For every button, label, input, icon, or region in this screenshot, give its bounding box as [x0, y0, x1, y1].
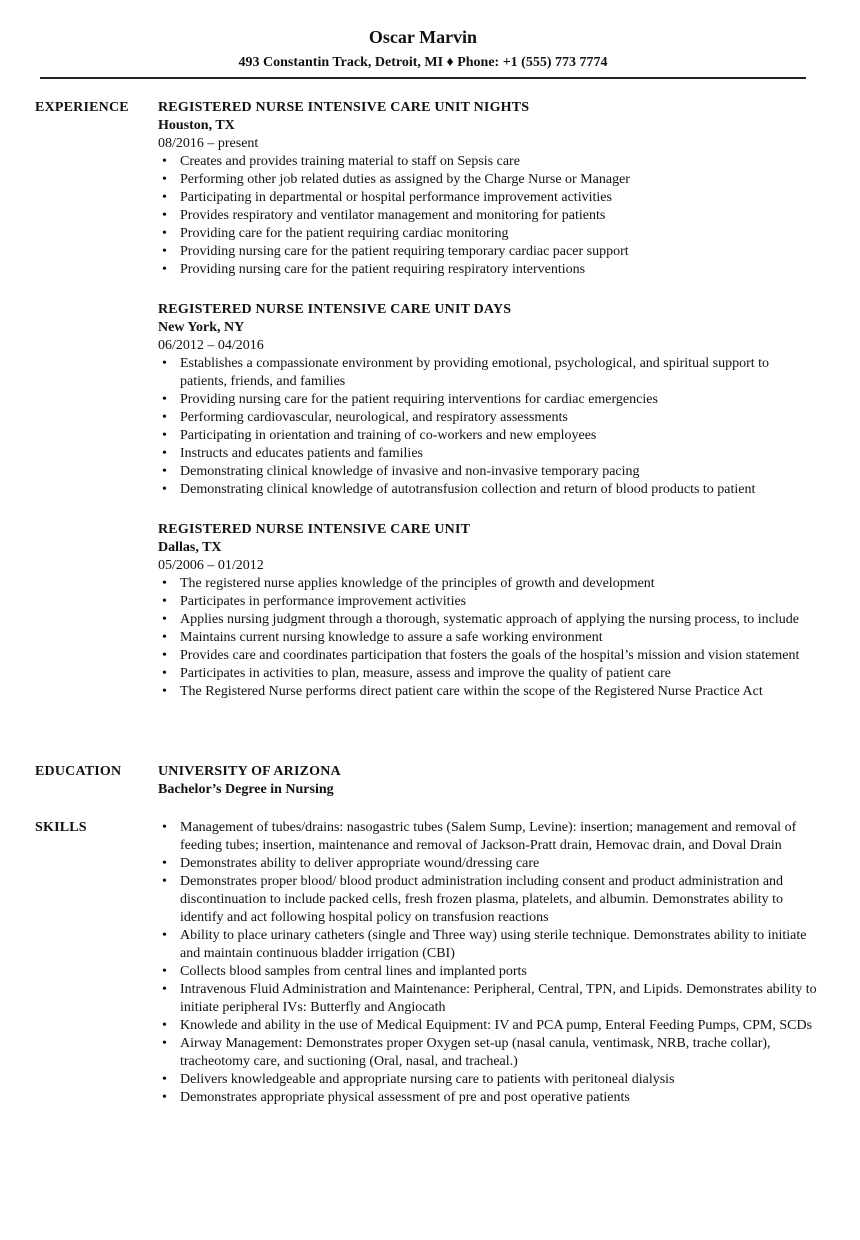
list-item: • The Registered Nurse performs direct patient care within the scope of the Registered Nurse Practice Act: [158, 683, 818, 701]
list-item: • Providing nursing care for the patient requiring interventions for cardiac emergencies: [158, 391, 818, 409]
job-entry: [158, 521, 818, 701]
list-item: • Creates and provides training material to staff on Sepsis care: [158, 153, 818, 171]
job-title: REGISTERED NURSE INTENSIVE CARE UNIT DAYS: [158, 302, 512, 317]
list-item: • Management of tubes/drains: nasogastric tubes (Salem Sump, Levine): insertion; management and removal of feeding tubes; insertion, maintenance and removal of Jackson-Pratt drain, Hemovac drain, and Doval Drain: [158, 819, 818, 855]
list-item: • Maintains current nursing knowledge to assure a safe working environment: [158, 629, 818, 647]
list-item: • Instructs and educates patients and families: [158, 445, 818, 463]
list-item: • Providing nursing care for the patient requiring respiratory interventions: [158, 261, 818, 279]
job-location: Houston, TX: [158, 118, 235, 133]
job-entry: [158, 301, 818, 499]
list-item: • Participates in activities to plan, measure, assess and improve the quality of patient care: [158, 665, 818, 683]
section-label-education: EDUCATION: [35, 764, 122, 779]
list-item: • Provides care and coordinates participation that fosters the goals of the hospital’s mission and vision statement: [158, 647, 818, 665]
job-dates: 05/2006 – 01/2012: [158, 558, 264, 573]
contact-line: 493 Constantin Track, Detroit, MI ♦ Phone: +1 (555) 773 7774: [238, 55, 608, 70]
list-item: • Providing nursing care for the patient requiring temporary cardiac pacer support: [158, 243, 818, 261]
job-location: Dallas, TX: [158, 540, 222, 555]
job-bullets: [158, 153, 818, 279]
job-bullets: [158, 575, 818, 701]
list-item: • Participates in performance improvement activities: [158, 593, 818, 611]
skills-body: [158, 819, 818, 1107]
section-label-skills: SKILLS: [35, 820, 87, 835]
list-item: • Providing care for the patient requiring cardiac monitoring: [158, 225, 818, 243]
school-name: UNIVERSITY OF ARIZONA: [158, 764, 341, 779]
list-item: • Participating in departmental or hospital performance improvement activities: [158, 189, 818, 207]
list-item: • Demonstrating clinical knowledge of autotransfusion collection and return of blood products to patient: [158, 481, 818, 499]
list-item: • Demonstrating clinical knowledge of invasive and non-invasive temporary pacing: [158, 463, 818, 481]
list-item: • Intravenous Fluid Administration and Maintenance: Peripheral, Central, TPN, and Lipids. Demonstrates ability to initiate peripheral IVs: Butterfly and Angiocath: [158, 981, 818, 1017]
job-entry: [158, 99, 818, 279]
list-item: • Performing cardiovascular, neurological, and respiratory assessments: [158, 409, 818, 427]
job-dates: 06/2012 – 04/2016: [158, 338, 264, 353]
job-location: New York, NY: [158, 320, 245, 335]
list-item: • Collects blood samples from central lines and implanted ports: [158, 963, 818, 981]
list-item: • Participating in orientation and training of co-workers and new employees: [158, 427, 818, 445]
list-item: • The registered nurse applies knowledge of the principles of growth and development: [158, 575, 818, 593]
section-label-experience: EXPERIENCE: [35, 100, 129, 115]
degree: Bachelor’s Degree in Nursing: [158, 782, 334, 797]
header-divider: [40, 77, 806, 79]
list-item: • Airway Management: Demonstrates proper Oxygen set-up (nasal canula, ventimask, NRB, trache collar), tracheotomy care, and suctioning (Oral, nasal, and tracheal.): [158, 1035, 818, 1071]
resume-header: [40, 26, 806, 72]
job-title: REGISTERED NURSE INTENSIVE CARE UNIT: [158, 522, 471, 537]
list-item: • Ability to place urinary catheters (single and Three way) using sterile technique. Demonstrates ability to initiate and maintain continuous bladder irrigation (CBI): [158, 927, 818, 963]
job-dates: 08/2016 – present: [158, 136, 259, 151]
list-item: • Provides respiratory and ventilator management and monitoring for patients: [158, 207, 818, 225]
list-item: • Demonstrates ability to deliver appropriate wound/dressing care: [158, 855, 818, 873]
list-item: • Applies nursing judgment through a thorough, systematic approach of applying the nursing process, to include: [158, 611, 818, 629]
skills-list: [158, 819, 818, 1107]
list-item: • Demonstrates appropriate physical assessment of pre and post operative patients: [158, 1089, 818, 1107]
job-title: REGISTERED NURSE INTENSIVE CARE UNIT NIGHTS: [158, 100, 530, 115]
list-item: • Delivers knowledgeable and appropriate nursing care to patients with peritoneal dialysis: [158, 1071, 818, 1089]
experience-body: [158, 99, 818, 723]
job-bullets: [158, 355, 818, 499]
list-item: • Performing other job related duties as assigned by the Charge Nurse or Manager: [158, 171, 818, 189]
candidate-name: Oscar Marvin: [368, 27, 478, 47]
list-item: • Knowlede and ability in the use of Medical Equipment: IV and PCA pump, Enteral Feeding Pumps, CPM, SCDs: [158, 1017, 818, 1035]
list-item: • Establishes a compassionate environment by providing emotional, psychological, and spiritual support to patients, friends, and families: [158, 355, 818, 391]
education-body: [158, 763, 818, 799]
list-item: • Demonstrates proper blood/ blood product administration including consent and product administration and discontinuation to include packed cells, fresh frozen plasma, platelets, and albumin. Demonstrates ability to identify and act following hospital policy on transfusion reactions: [158, 873, 818, 927]
